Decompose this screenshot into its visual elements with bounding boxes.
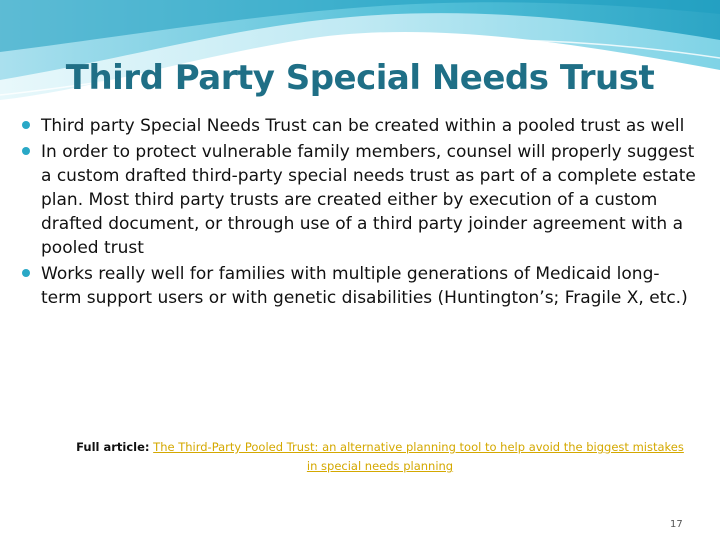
bullet-list [22, 114, 698, 312]
bullet-text: In order to protect vulnerable family members, counsel will properly suggest a custom drafted third-party special needs trust as part of a complete estate plan. Most third party trusts are created either by execution of a custom drafted document, or through use of a third party joinder agreement with a pooled trust [41, 142, 696, 258]
bullet-dot-icon [22, 147, 30, 155]
article-link[interactable]: The Third-Party Pooled Trust: an alternative planning tool to help avoid the biggest mistakes in special needs planning [153, 440, 684, 473]
article-reference [70, 438, 690, 476]
bullet-item [22, 140, 698, 260]
bullet-dot-icon [22, 121, 30, 129]
slide-title: Third Party Special Needs Trust [65, 58, 655, 98]
bullet-dot-icon [22, 269, 30, 277]
bullet-item [22, 262, 698, 310]
page-number: 17 [670, 519, 683, 530]
bullet-item [22, 114, 698, 138]
bullet-text: Works really well for families with multiple generations of Medicaid long-term support users or with genetic disabilities (Huntington’s; Fragile X, etc.) [41, 264, 688, 308]
bullet-text: Third party Special Needs Trust can be created within a pooled trust as well [41, 116, 685, 136]
article-label: Full article: [76, 440, 150, 454]
